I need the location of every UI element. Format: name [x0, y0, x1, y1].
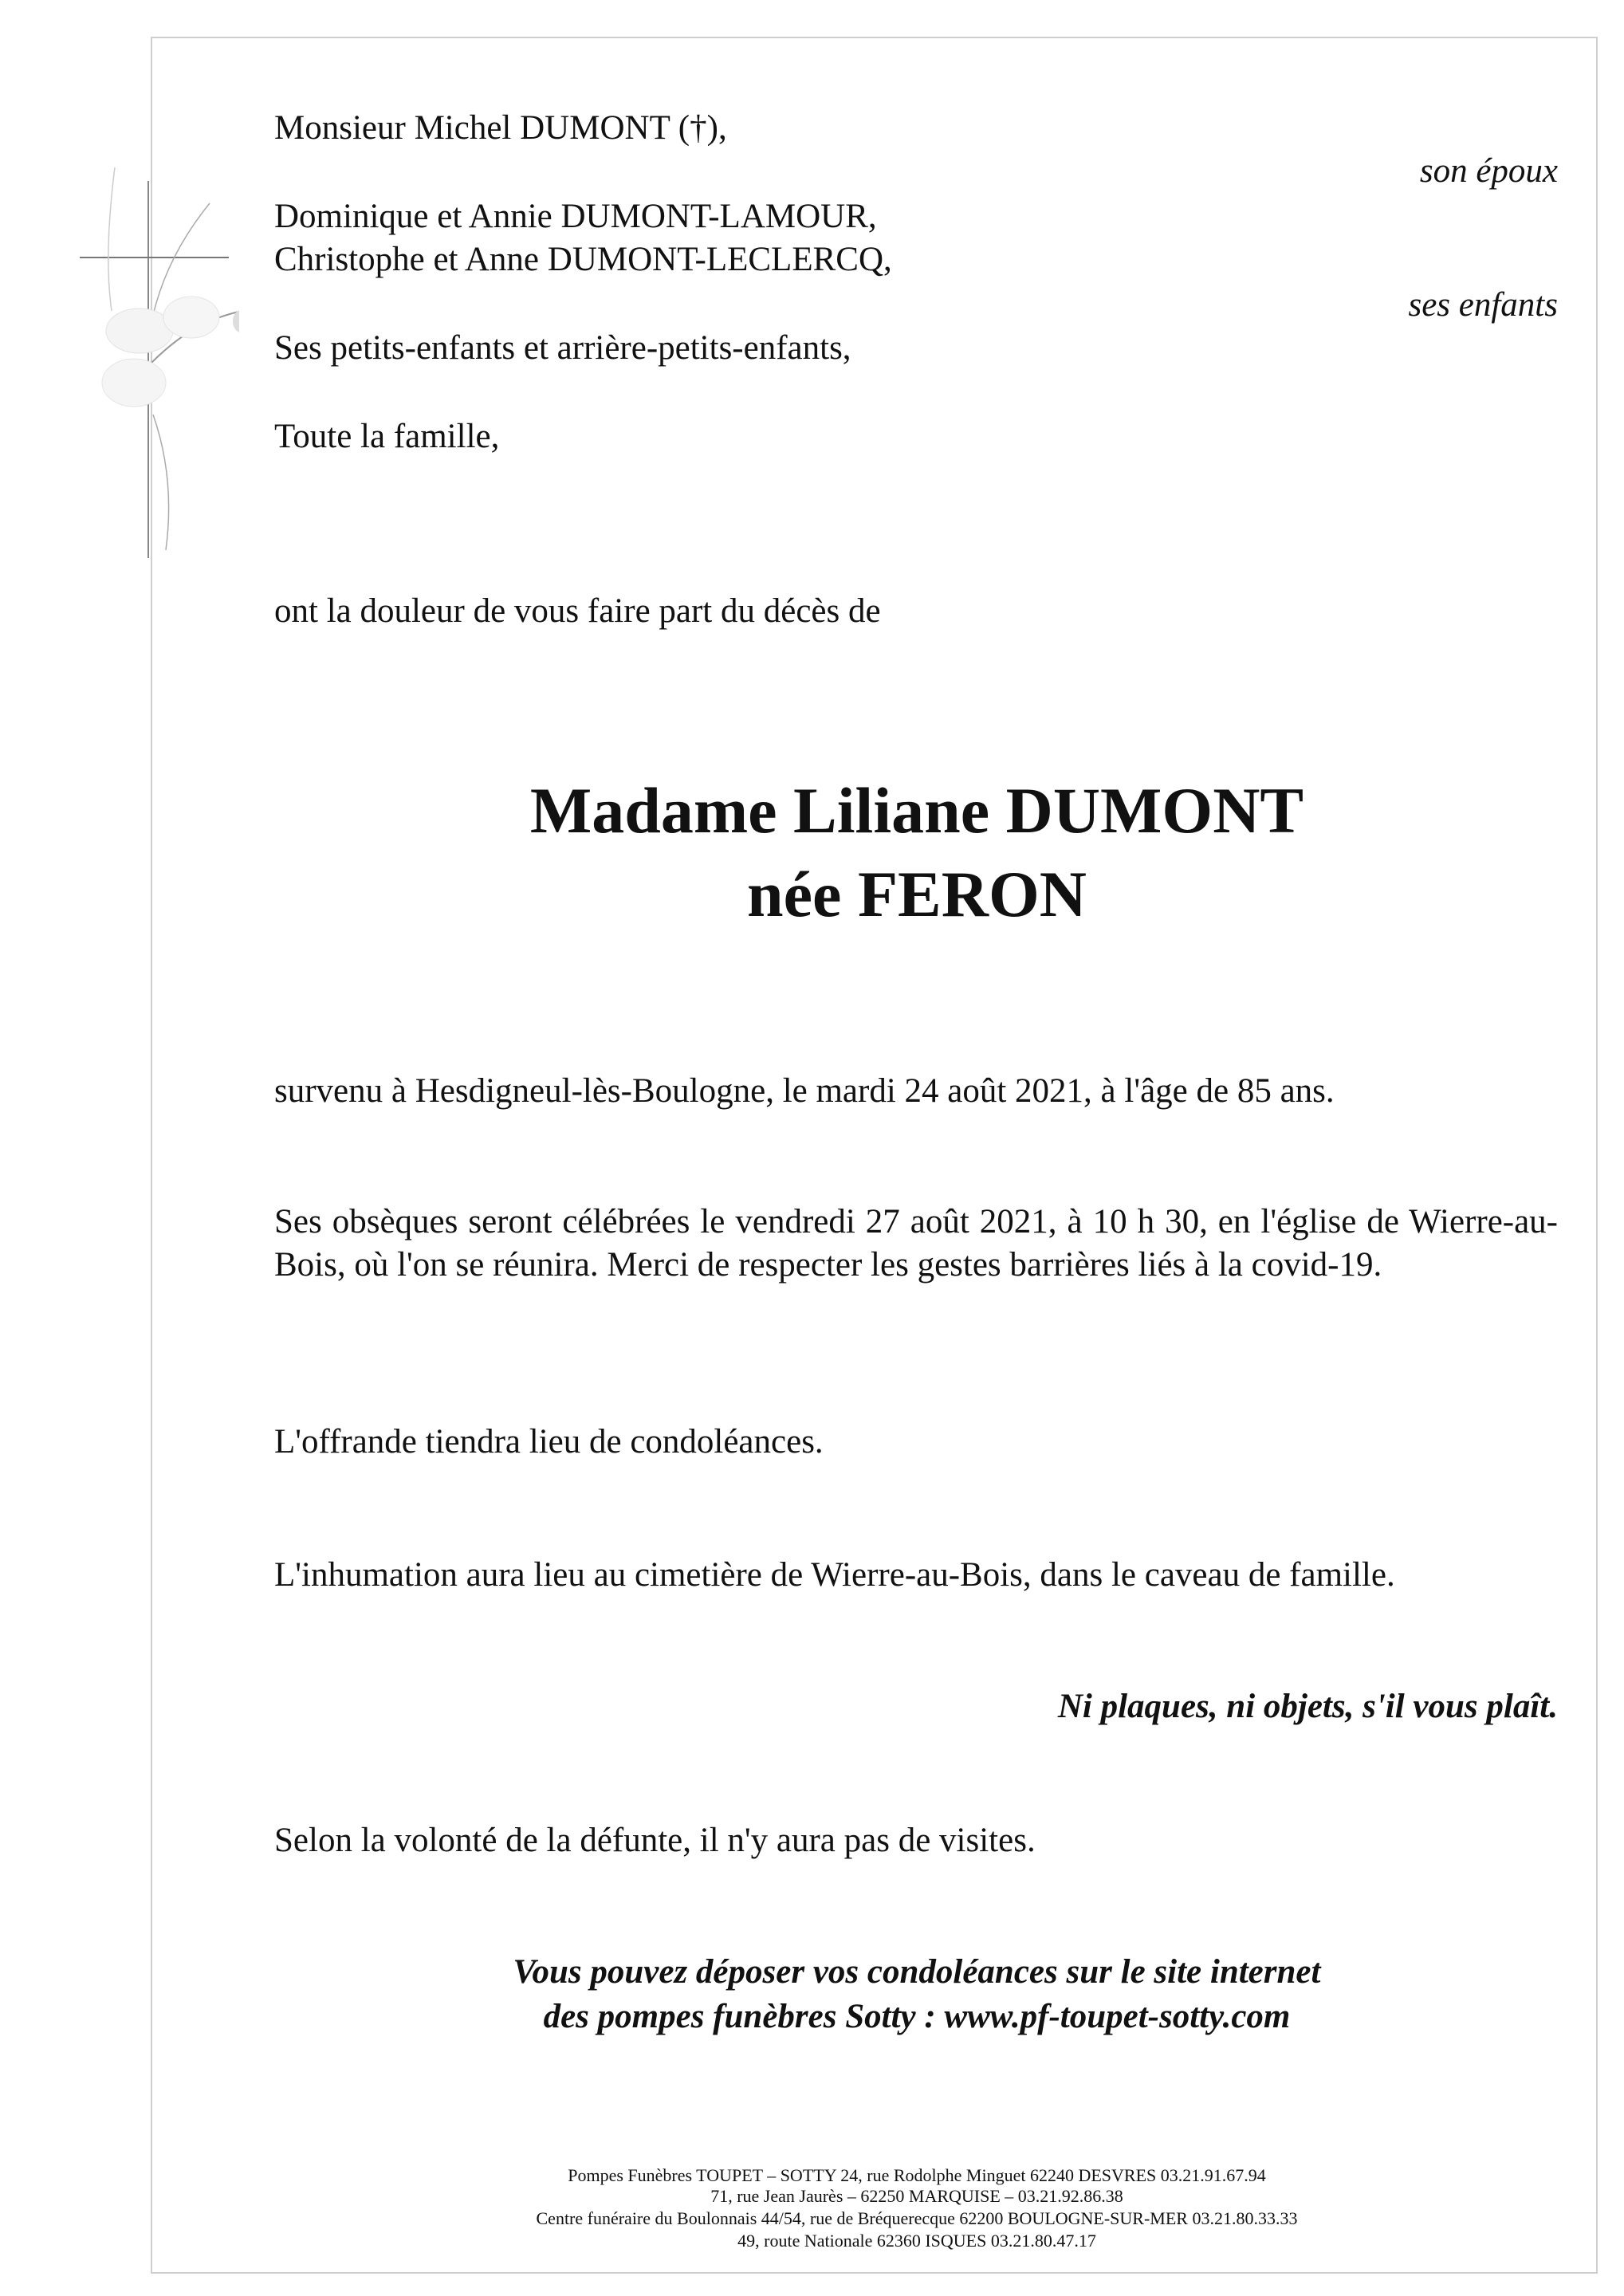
- cross-orchid-icon: [64, 159, 239, 574]
- offering-note: L'offrande tiendra lieu de condoléances.: [274, 1423, 824, 1461]
- footer-line-2: 71, rue Jean Jaurès – 62250 MARQUISE – 03.21.92.86.38: [710, 2186, 1123, 2206]
- no-visits-note: Selon la volonté de la défunte, il n'y aura pas de visites.: [274, 1822, 1036, 1859]
- footer-line-1: Pompes Funèbres TOUPET – SOTTY 24, rue Rodolphe Minguet 62240 DESVRES 03.21.91.67.94: [568, 2165, 1266, 2185]
- child-2: Christophe et Anne DUMONT-LECLERCQ,: [274, 241, 892, 278]
- husband-name: Monsieur Michel DUMONT (†),: [274, 109, 727, 147]
- page-border: [151, 37, 1598, 2274]
- whole-family: Toute la famille,: [274, 418, 500, 455]
- husband-role: son époux: [1419, 152, 1558, 190]
- death-details: survenu à Hesdigneul-lès-Boulogne, le mardi 24 août 2021, à l'âge de 85 ans.: [274, 1072, 1335, 1110]
- children-role: ses enfants: [1408, 286, 1558, 324]
- condolences-line-1: Vous pouvez déposer vos condoléances sur le site internet: [513, 1953, 1321, 1991]
- deceased-maiden-name: née FERON: [747, 858, 1087, 930]
- footer-line-4: 49, route Nationale 62360 ISQUES 03.21.80.47.17: [737, 2231, 1096, 2251]
- grandchildren: Ses petits-enfants et arrière-petits-enfants,: [274, 329, 851, 367]
- no-plaques-note: Ni plaques, ni objets, s'il vous plaît.: [1057, 1688, 1558, 1725]
- funeral-details: Ses obsèques seront célébrées le vendredi 27 août 2021, à 10 h 30, en l'église de Wierre-au-Bois, où l'on se réunira. Merci de respecter les gestes barrières liés à la covid-19.: [274, 1203, 1558, 1284]
- burial-details: L'inhumation aura lieu au cimetière de Wierre-au-Bois, dans le caveau de famille.: [274, 1556, 1395, 1594]
- footer-line-3: Centre funéraire du Boulonnais 44/54, rue de Bréquerecque 62200 BOULOGNE-SUR-MER 03.21.80.33.33: [536, 2208, 1298, 2228]
- child-1: Dominique et Annie DUMONT-LAMOUR,: [274, 198, 877, 235]
- condolences-line-2[interactable]: des pompes funèbres Sotty : www.pf-toupet-sotty.com: [543, 1998, 1291, 2035]
- deceased-name: Madame Liliane DUMONT: [529, 774, 1304, 847]
- announcement: ont la douleur de vous faire part du décès de: [274, 592, 881, 630]
